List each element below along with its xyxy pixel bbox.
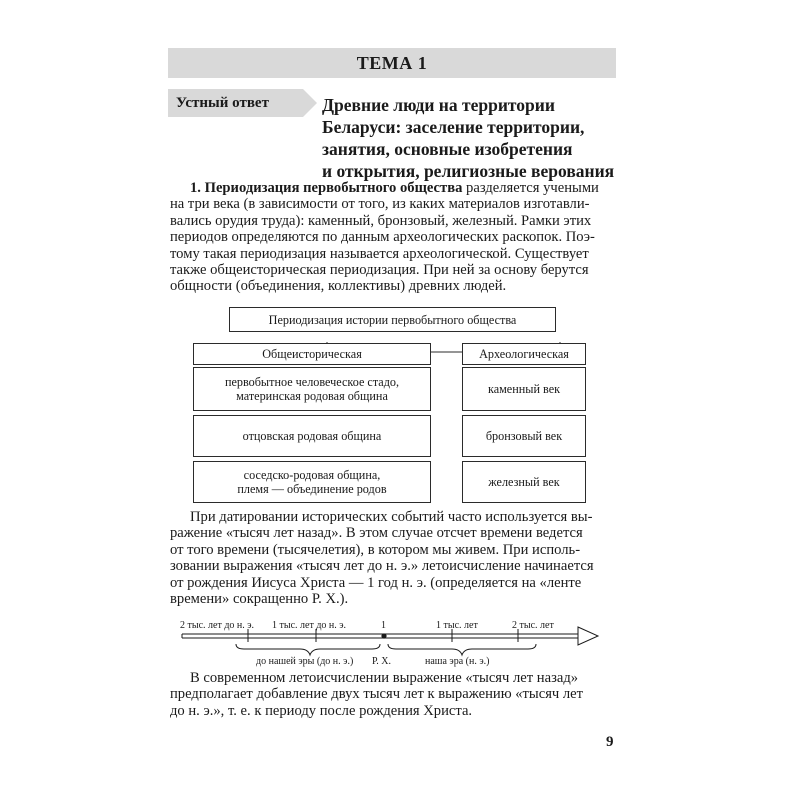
text-line: времени» сокращенно Р. Х.). [170,591,349,608]
text-line: вались орудия труда): каменный, бронзовый, железный. Рамки этих [170,212,592,229]
text-line: ражение «тысяч лет назад». В этом случае отсчет времени ведется [170,525,583,542]
timeline-label: 2 тыс. лет [512,620,554,631]
birth-point-marker [381,633,386,638]
text-line: общности (объединения, коллективы) древних людей. [170,278,507,295]
text-line: от рождения Иисуса Христа — 1 год н. э. (определяется на «ленте [170,574,582,591]
text-line: тому такая периодизация называется археологической. Существует [170,245,589,262]
timeline-label: Р. Х. [372,656,392,667]
diagram-title: Периодизация истории первобытного общества [268,312,517,327]
brace-our-era [388,644,536,655]
age-label: железный век [488,475,560,489]
timeline-label: 1 [381,620,386,631]
title-line: Древние люди на территории [322,95,555,115]
title-line: и открытия, религиозные верования [322,161,615,181]
timeline-label: 1 тыс. лет [436,620,478,631]
text-fragment: При датировании исторических событий часто используется вы- [190,509,593,525]
timeline-label: 2 тыс. лет до н. э. [180,620,255,631]
age-label: бронзовый век [485,429,563,443]
age-label: каменный век [487,382,561,396]
brace-before-era [236,644,380,655]
text-line: периодов определяются по данным археологических раскопок. Поэ- [170,229,595,246]
text-line: зовании выражения «тысяч лет до н. э.» летоисчисление начинается [170,558,594,575]
answer-type-label: Устный ответ [176,94,269,111]
page-number: 9 [606,734,614,750]
period-text-line: первобытное человеческое стадо, [224,375,400,389]
title-line: Беларуси: заселение территории, [322,117,585,137]
text-line: до н. э.», т. е. к периоду после рождения Христа. [170,702,473,719]
period-text-line: отцовская родовая община [242,429,382,443]
text-fragment: разделяется учеными [462,180,599,196]
text-line: на три века (в зависимости от того, из каких материалов изготавли- [170,196,590,213]
topic-label: ТЕМА 1 [356,52,428,73]
text-line: также общеисторическая периодизация. При ней за основу берутся [170,262,589,279]
period-text-line: материнская родовая община [236,389,388,403]
period-text-line: племя — объединение родов [237,482,387,496]
title-line: занятия, основные изобретения [322,139,573,159]
text-line: от того времени (тысячелетия), в котором мы живем. При исполь- [170,541,581,558]
period-text-line: соседско-родовая община, [243,468,381,482]
text-line: предполагает добавление двух тысяч лет к выражению «тысяч лет [170,686,584,703]
timeline-label: до нашей эры (до н. э.) [256,656,354,667]
paragraph-lead: 1. Периодизация первобытного общества [190,180,463,196]
text-fragment: В современном летоисчислении выражение «тысяч лет назад» [190,670,579,686]
timeline-label: 1 тыс. лет до н. э. [272,620,347,631]
header-archaeological-label: Археологическая [479,347,569,361]
header-general-label: Общеисторическая [262,347,362,361]
timeline-label: наша эра (н. э.) [425,656,490,667]
text-line [170,670,618,686]
paragraph-modern-reckoning [170,670,618,719]
ribbon-arrowhead [578,627,598,645]
